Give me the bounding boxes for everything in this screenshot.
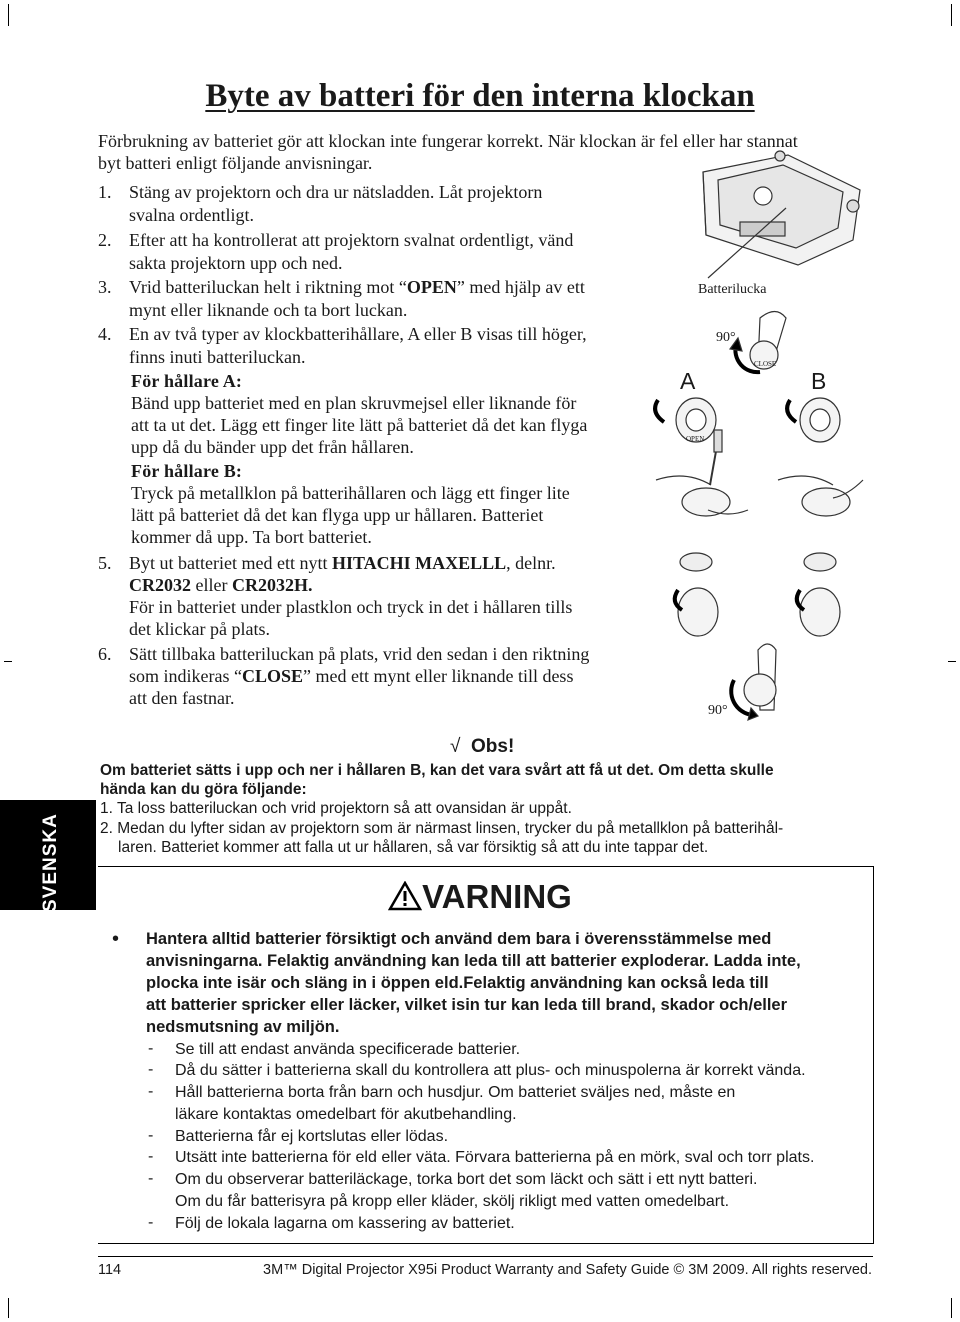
intro-line: byt batteri enligt följande anvisningar.	[98, 153, 373, 173]
step-text: , delnr.	[506, 553, 556, 573]
open-marking: OPEN	[686, 435, 705, 443]
holder-b-label: B	[811, 368, 827, 394]
step-5-cont	[129, 574, 312, 596]
holder-b-text: kommer då upp. Ta bort batteriet.	[131, 527, 372, 547]
crop-mark	[951, 1298, 952, 1318]
language-tab-label: SVENSKA	[40, 813, 61, 912]
warning-item: Om du observerar batteriläckage, torka bort det som läckt och sätt i ett nytt batteri.	[175, 1171, 758, 1188]
step-2-cont: sakta projektorn upp och ned.	[129, 253, 343, 273]
page-number: 114	[98, 1262, 122, 1278]
step-text: Vrid batteriluckan helt i riktning mot “	[129, 277, 407, 297]
warning-bullet: •	[112, 928, 120, 950]
dash-marker: -	[148, 1040, 154, 1057]
close-keyword: CLOSE	[241, 666, 304, 686]
warning-triangle-icon	[388, 881, 422, 911]
holder-b-heading: För hållare B:	[131, 461, 243, 481]
step-3	[98, 276, 585, 298]
open-keyword: OPEN	[406, 277, 457, 297]
warning-heading	[0, 878, 960, 916]
note-item: 2. Medan du lyfter sidan av projektorn som är närmast linsen, trycker du på metallklon på batterihål-	[100, 820, 784, 837]
warning-text: anvisningarna. Felaktig användning kan leda till att batterier exploderar. Ladda inte,	[146, 952, 801, 970]
footer-copyright: 3M™ Digital Projector X95i Product Warranty and Safety Guide © 3M 2009. All rights reserved.	[263, 1262, 872, 1278]
holder-a-text: upp då du bänder upp det från hållaren.	[131, 437, 414, 457]
warning-text: att batterier spricker eller läcker, vilket isin tur kan leda till brand, skador och/eller	[146, 996, 788, 1014]
rotation-angle-bottom: 90°	[708, 703, 728, 718]
warning-item: Följ de lokala lagarna om kassering av batteriet.	[175, 1215, 515, 1232]
warning-text: nedsmutsning av miljön.	[146, 1018, 340, 1036]
holder-a-heading: För hållare A:	[131, 371, 243, 391]
dash-marker: -	[148, 1214, 154, 1231]
step-6-cont: att den fastnar.	[129, 688, 235, 708]
step-5-cont: För in batteriet under plastklon och tryck in det i hållaren tills	[129, 597, 573, 617]
note-title: Obs!	[471, 736, 515, 757]
checkmark-icon: √	[450, 736, 461, 757]
close-marking: CLOSE	[754, 360, 777, 368]
page-title: Byte av batteri för den interna klockan	[205, 78, 755, 114]
note-item: laren. Batteriet kommer att falla ut ur hållaren, så var försiktig så att du inte tappar det.	[118, 839, 709, 856]
warning-title: VARNING	[422, 878, 572, 915]
crop-mark	[951, 4, 952, 26]
crop-mark	[8, 1298, 9, 1318]
step-3-cont: mynt eller liknande och ta bort luckan.	[129, 300, 408, 320]
battery-replacement-illustration	[648, 150, 870, 730]
dash-marker: -	[148, 1127, 154, 1144]
crop-mark	[948, 661, 956, 662]
step-number: 4.	[98, 324, 112, 344]
note-item: 1. Ta loss batteriluckan och vrid projektorn så att ovansidan är uppåt.	[100, 800, 572, 817]
warning-item: läkare kontaktas omedelbart för akutbehandling.	[175, 1106, 517, 1123]
step-text: Efter att ha kontrollerat att projektorn svalnat ordentligt, vänd	[129, 230, 574, 250]
note-heading	[450, 736, 514, 758]
part-number: CR2032H.	[231, 575, 313, 595]
step-2	[98, 229, 573, 251]
step-text: som indikeras “	[129, 666, 242, 686]
step-5	[98, 552, 556, 574]
note-bold-text: hända kan du göra följande:	[100, 781, 307, 798]
step-1	[98, 181, 542, 203]
rotation-angle-top: 90°	[716, 330, 736, 345]
holder-a-text: att ta ut det. Lägg ett finger lite lätt på batteriet då det kan flyga	[131, 415, 588, 435]
holder-b-text: Tryck på metallklon på batterihållaren och lägg ett finger lite	[131, 483, 570, 503]
part-number: CR2032	[129, 575, 191, 595]
holder-a-text: Bänd upp batteriet med en plan skruvmejsel eller liknande för	[131, 393, 577, 413]
footer-rule	[98, 1256, 873, 1257]
step-text: eller	[191, 575, 232, 595]
step-text: En av två typer av klockbatterihållare, A eller B visas till höger,	[129, 324, 587, 344]
step-number: 2.	[98, 230, 112, 250]
warning-text: plocka inte isär och släng in i öppen eld.Felaktig användning kan också leda till	[146, 974, 769, 992]
crop-mark	[4, 661, 12, 662]
step-5-cont: det klickar på plats.	[129, 619, 270, 639]
illustration-drawing	[648, 150, 870, 730]
step-6-cont	[129, 665, 573, 687]
warning-item: Batterierna får ej kortslutas eller lödas.	[175, 1128, 449, 1145]
holder-a-label: A	[680, 368, 696, 394]
warning-item: Då du sätter i batterierna skall du kontrollera att plus- och minuspolerna är korrekt vända.	[175, 1062, 806, 1079]
crop-mark	[8, 4, 9, 26]
warning-item: Utsätt inte batterierna för eld eller väta. Förvara batterierna på en mörk, sval och torr plats.	[175, 1149, 815, 1166]
warning-text: Hantera alltid batterier försiktigt och använd dem bara i överensstämmelse med	[146, 930, 772, 948]
step-number: 6.	[98, 644, 112, 664]
step-4-cont: finns inuti batteriluckan.	[129, 347, 306, 367]
step-number: 3.	[98, 277, 112, 297]
warning-item: Se till att endast använda specificerade batterier.	[175, 1041, 521, 1058]
step-4	[98, 323, 587, 345]
step-text: Byt ut batteriet med ett nytt	[129, 553, 332, 573]
battery-cover-label: Batterilucka	[698, 282, 767, 297]
step-number: 1.	[98, 182, 112, 202]
holder-b-text: lätt på batteriet då det kan flyga upp ur hållaren. Batteriet	[131, 505, 544, 525]
step-1-cont: svalna ordentligt.	[129, 205, 254, 225]
step-text: Stäng av projektorn och dra ur nätsladden. Låt projektorn	[129, 182, 543, 202]
warning-item: Håll batterierna borta från barn och husdjur. Om batteriet sväljes ned, måste en	[175, 1084, 736, 1101]
step-number: 5.	[98, 553, 112, 573]
warning-item: Om du får batterisyra på kropp eller kläder, skölj rikligt med vatten omedelbart.	[175, 1193, 730, 1210]
step-text: Sätt tillbaka batteriluckan på plats, vrid den sedan i den riktning	[129, 644, 590, 664]
dash-marker: -	[148, 1148, 154, 1165]
step-text: ” med hjälp av ett	[456, 277, 585, 297]
step-6	[98, 643, 589, 665]
dash-marker: -	[148, 1083, 154, 1100]
battery-brand: HITACHI MAXELLL	[331, 553, 507, 573]
note-bold-text: Om batteriet sätts i upp och ner i hållaren B, kan det vara svårt att få ut det. Om detta skulle	[100, 762, 774, 779]
dash-marker: -	[148, 1170, 154, 1187]
dash-marker: -	[148, 1061, 154, 1078]
intro-line: Förbrukning av batteriet gör att klockan inte fungerar korrekt. När klockan är fel eller har stannat	[98, 131, 798, 151]
step-text: ” med ett mynt eller liknande till dess	[303, 666, 574, 686]
